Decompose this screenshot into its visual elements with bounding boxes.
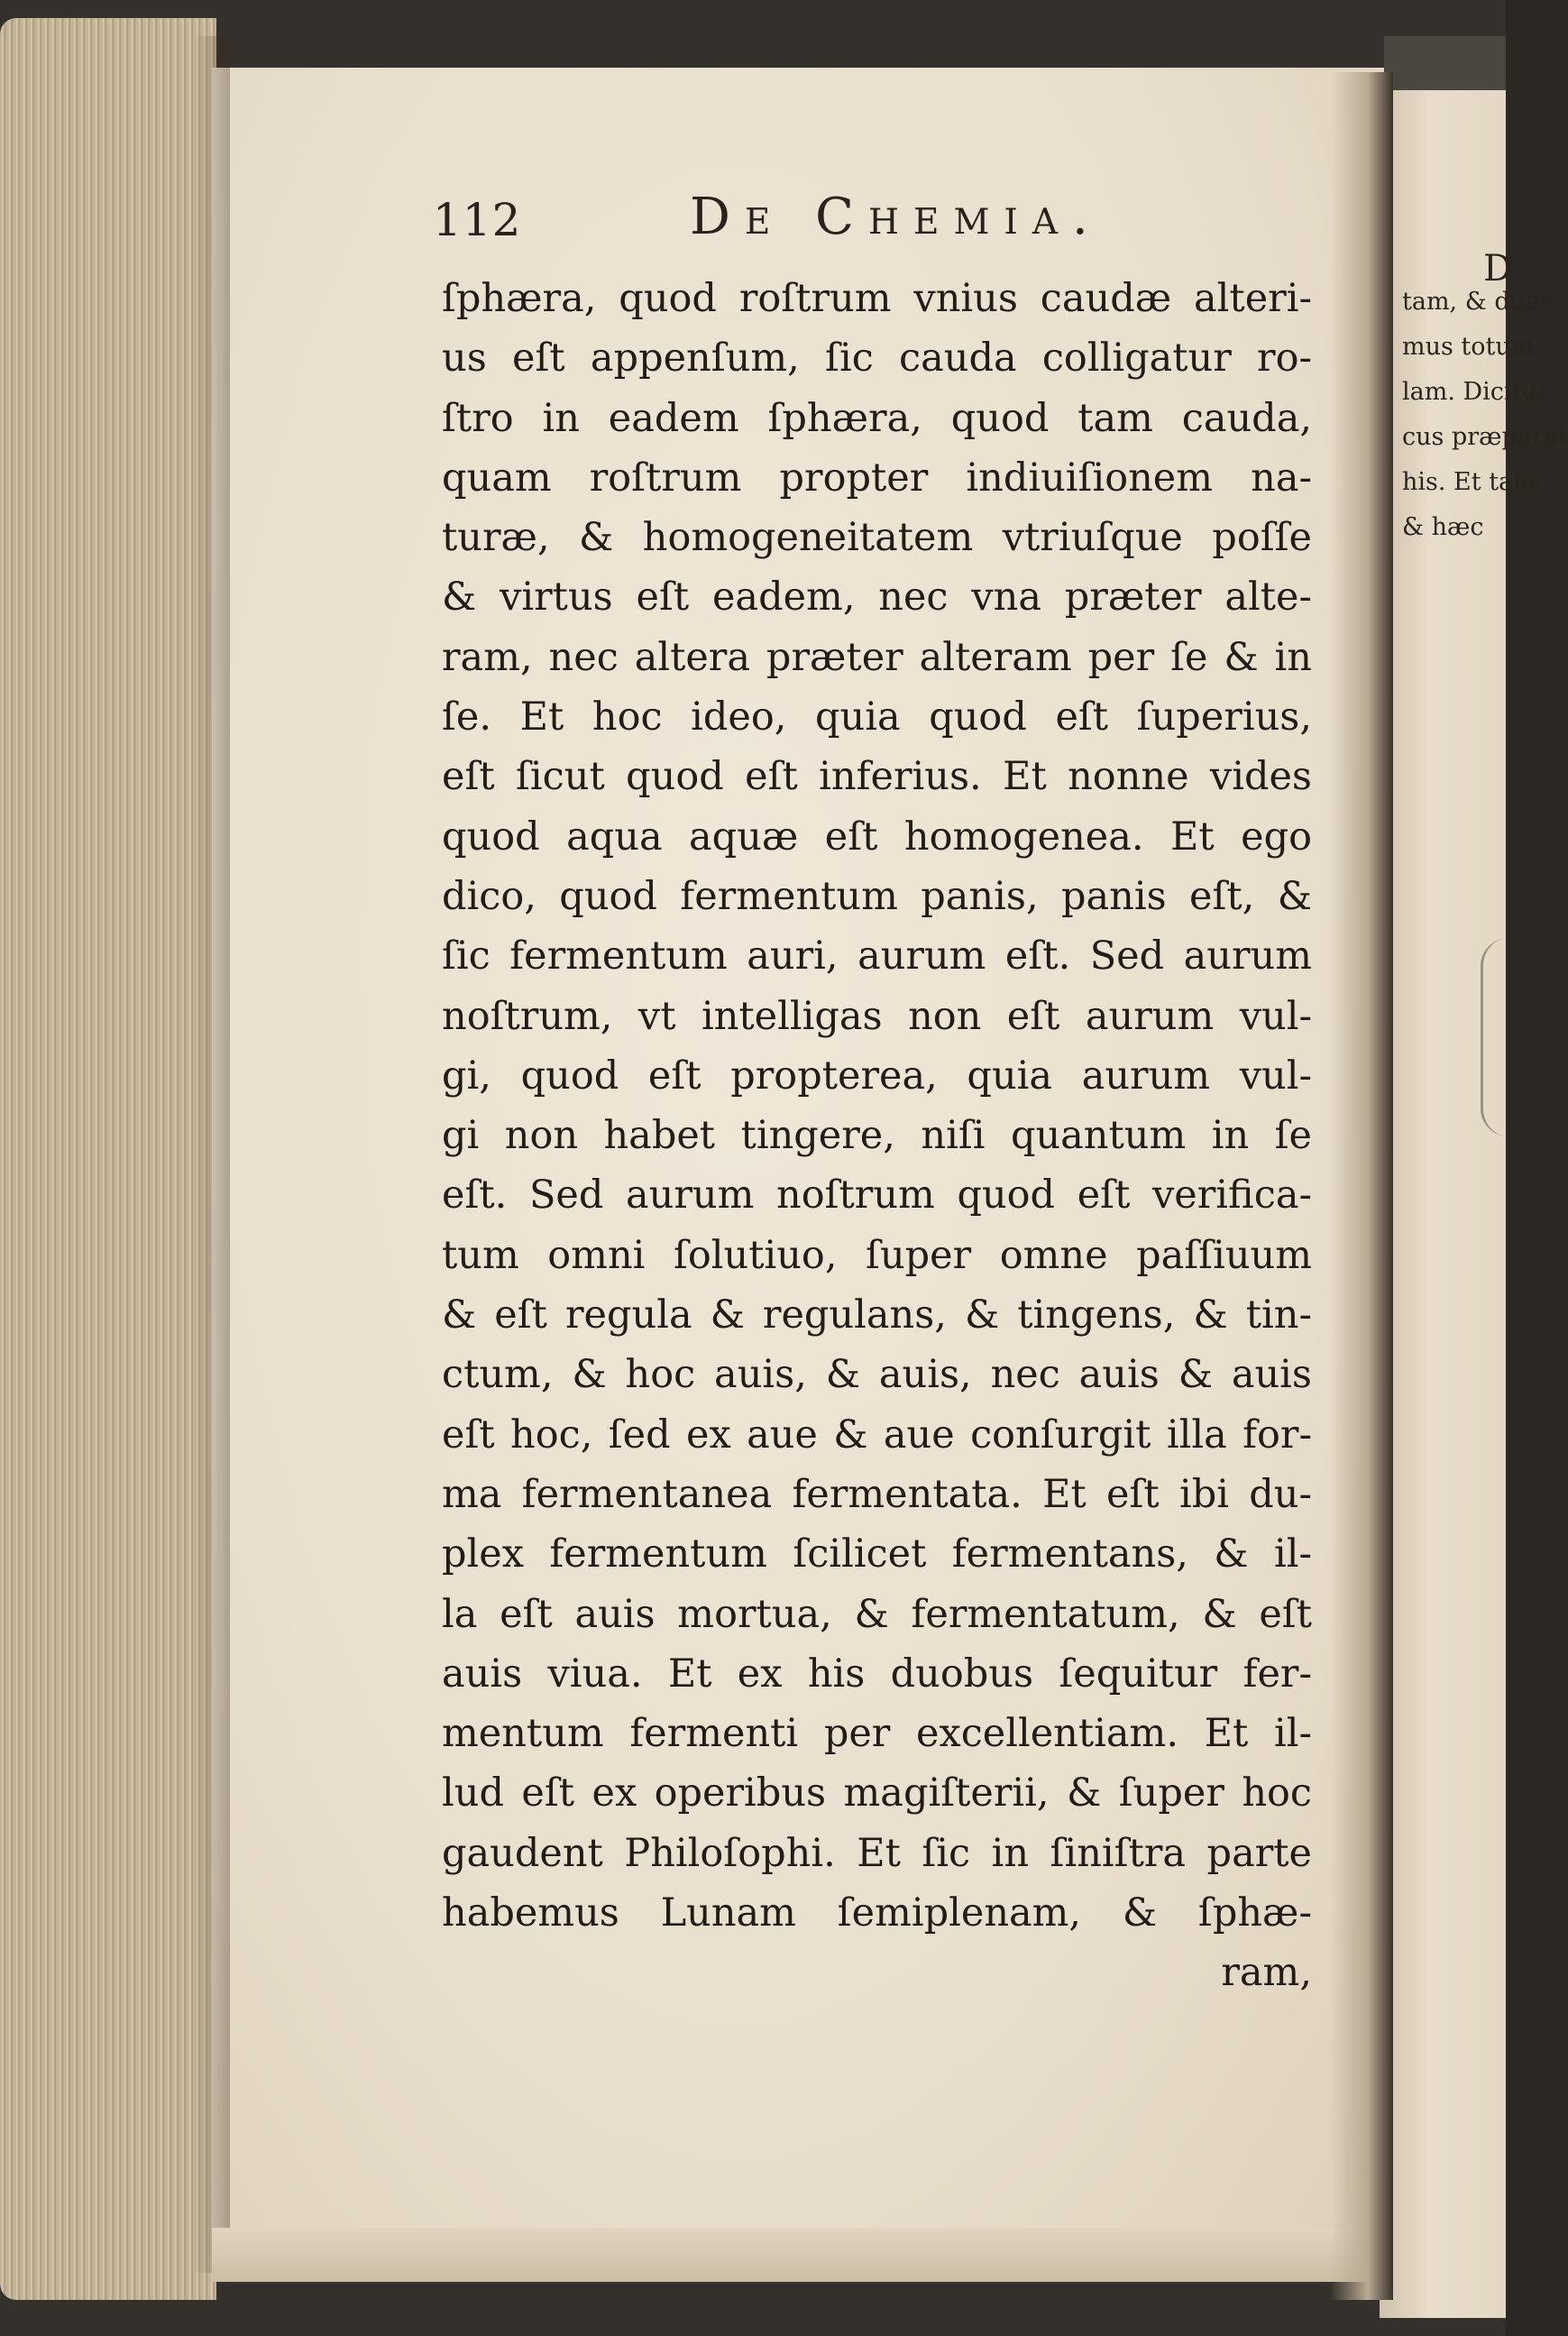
text-line: mentum fermenti per excellentiam. Et il- bbox=[442, 1711, 1312, 1757]
text-line: turæ, & homogeneitatem vtriuſque poſſe bbox=[442, 515, 1312, 561]
text-line: ma fermentanea fermentata. Et eſt ibi du- bbox=[442, 1471, 1312, 1517]
body-text bbox=[442, 269, 1330, 2003]
text-line: habemus Lunam ſemiplenam, & ſphæ- bbox=[442, 1890, 1312, 1936]
text-line: auis viua. Et ex his duobus ſequitur fer- bbox=[442, 1651, 1312, 1697]
text-line: la eſt auis mortua, & fermentatum, & eſt bbox=[442, 1591, 1312, 1637]
text-line: noſtrum, vt intelligas non eſt aurum vul- bbox=[442, 993, 1312, 1039]
text-line: quam roſtrum propter indiuiſionem na- bbox=[442, 455, 1312, 501]
edge-shadow bbox=[194, 36, 230, 2273]
text-line: eſt. Sed aurum noſtrum quod eſt verifica- bbox=[442, 1173, 1312, 1219]
text-line: ſtro in eadem ſphæra, quod tam cauda, bbox=[442, 395, 1312, 441]
text-line: quod aqua aquæ eſt homogenea. Et ego bbox=[442, 814, 1312, 860]
text-line: ſphæra, quod roſtrum vnius caudæ alteri- bbox=[442, 276, 1312, 321]
facing-text-fragment: mus totum bbox=[1402, 333, 1535, 361]
text-line: lud eſt ex operibus magiſterii, & ſuper hoc bbox=[442, 1770, 1312, 1816]
text-line: & eſt regula & regulans, & tingens, & tin- bbox=[442, 1292, 1312, 1338]
text-line: gi, quod eſt propterea, quia aurum vul- bbox=[442, 1053, 1312, 1099]
text-line: & virtus eſt eadem, nec vna præter alte- bbox=[442, 575, 1312, 621]
text-line: dico, quod fermentum panis, panis eſt, & bbox=[442, 873, 1312, 919]
page-bottom-edge bbox=[212, 2228, 1384, 2282]
text-line: gi non habet tingere, niſi quantum in ſe bbox=[442, 1113, 1312, 1159]
text-line: us eſt appenſum, ſic cauda colligatur ro- bbox=[442, 336, 1312, 382]
facing-text-fragment: cus præparat bbox=[1402, 423, 1568, 451]
running-title: De Chemia. bbox=[690, 188, 1103, 246]
page-edges bbox=[0, 18, 216, 2300]
facing-page-text bbox=[1402, 280, 1568, 550]
text-line: ſic fermentum auri, aurum eſt. Sed aurum bbox=[442, 933, 1312, 979]
text-line: plex fermentum ſcilicet fermentans, & il- bbox=[442, 1531, 1312, 1577]
text-line: ram, nec altera præter alteram per ſe & in bbox=[442, 634, 1312, 680]
text-line: ſe. Et hoc ideo, quia quod eſt ſuperius, bbox=[442, 694, 1312, 740]
text-line: ctum, & hoc auis, & auis, nec auis & auis bbox=[442, 1352, 1312, 1398]
text-line: gaudent Philoſophi. Et ſic in ſiniſtra parte bbox=[442, 1830, 1312, 1876]
facing-page-ornament bbox=[1481, 938, 1508, 1136]
facing-text-fragment: tam, & duas bbox=[1402, 288, 1553, 316]
text-line: eſt hoc, ſed ex aue & aue conſurgit illa for- bbox=[442, 1412, 1312, 1458]
facing-text-fragment: lam. Dicitur bbox=[1402, 378, 1549, 406]
book-gutter bbox=[1330, 72, 1393, 2300]
text-line: ram, bbox=[1221, 1950, 1312, 1996]
text-line: eſt ſicut quod eſt inferius. Et nonne vides bbox=[442, 754, 1312, 800]
facing-text-fragment: his. Et talis bbox=[1402, 468, 1542, 496]
page-number: 112 bbox=[433, 194, 522, 246]
text-line: tum omni ſolutiuo, ſuper omne paſſiuum bbox=[442, 1232, 1312, 1278]
facing-page-corner-letter: D bbox=[1483, 248, 1513, 290]
facing-text-fragment: & hæc bbox=[1402, 513, 1484, 541]
